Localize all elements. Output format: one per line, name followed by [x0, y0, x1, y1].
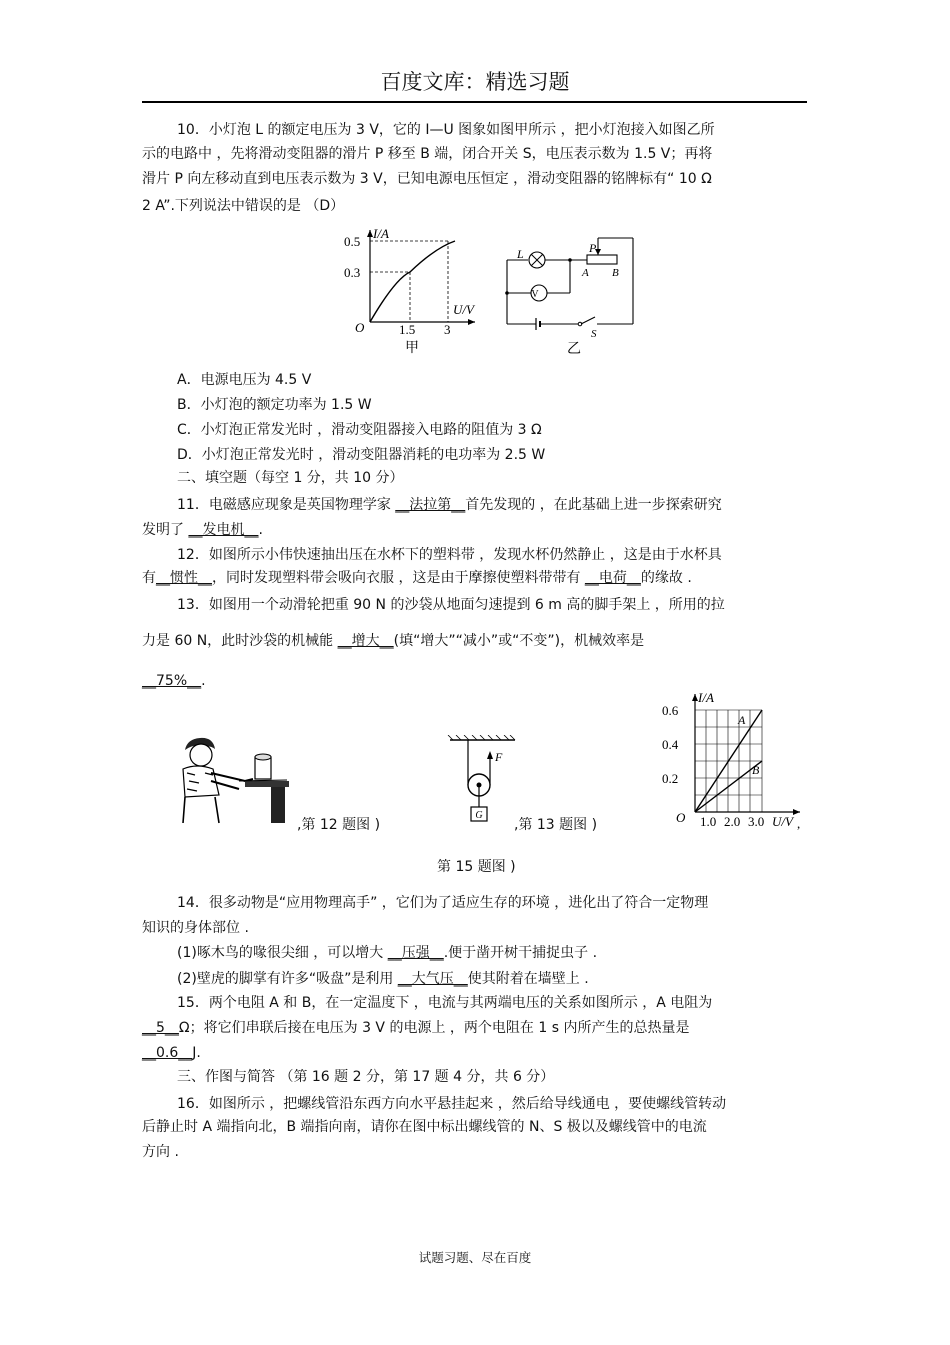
q11-text-b: 首先发现的 ，在此基础上进一步探索研究: [465, 497, 722, 513]
pulley-load-label: G: [475, 810, 483, 821]
q13-answer-1: __增大__: [337, 633, 394, 649]
figure-12-caption: ,第 12 题图 ): [297, 817, 381, 833]
rheostat-end-b: B: [612, 267, 619, 279]
voltmeter-label: V: [531, 289, 539, 300]
q11-answer-2: __发电机__: [188, 522, 259, 538]
q12-answer-1: __惯性__: [156, 570, 212, 586]
page-title: 百度文库：精选习题: [380, 70, 570, 94]
rheostat-symbol: [587, 255, 617, 264]
pulley-force-label: F: [495, 750, 503, 764]
q12-text-d: 的缘故 .: [640, 570, 692, 586]
q15-answer-1: __5__: [142, 1020, 179, 1036]
q10-line-4: 2 A”.下列说法中错误的是 （D）: [142, 198, 345, 214]
lamp-label: L: [517, 247, 524, 261]
q11-line-1: [177, 496, 722, 514]
fig15-xlabel: U/V: [772, 814, 793, 829]
fig15-xtick-1: 1.0: [700, 814, 717, 829]
figure-12-boy-drawing: [175, 735, 295, 830]
jia-ytick-0-5: 0.5: [344, 234, 361, 249]
q15-answer-2: __0.6__: [142, 1045, 193, 1061]
fig15-label-a: A: [738, 713, 746, 727]
fig15-origin: O: [676, 810, 686, 825]
fig15-xtick-2: 2.0: [724, 814, 741, 829]
q12-text-b: 有: [142, 570, 156, 586]
fig15-ylabel: I/A: [698, 690, 714, 705]
jia-xlabel: U/V: [453, 302, 474, 317]
header-rule: [142, 101, 807, 103]
jia-xtick-3: 3: [444, 322, 451, 337]
q15-line-1: 15．两个电阻 A 和 B，在一定温度下 ，电流与其两端电压的关系如图所示 ，A 电阻为: [177, 995, 713, 1011]
q14-line-4: [177, 970, 589, 988]
table-top: [245, 781, 289, 787]
q12-answer-2: __电荷__: [584, 570, 641, 586]
jia-caption: 甲: [405, 341, 419, 356]
q10-line-3: 滑片 P 向左移动直到电压表示数为 3 V，已知电源电压恒定 ，滑动变阻器的铭牌标有“ 10 Ω: [142, 171, 712, 187]
q14-line-2: 知识的身体部位 .: [142, 920, 249, 936]
figure-13-caption: ,第 13 题图 ): [514, 817, 598, 833]
q15-text-c: J.: [192, 1045, 201, 1061]
q14-text-d2: 使其附着在墙壁上 .: [467, 971, 589, 987]
q14-text-d1: (2)壁虎的脚掌有许多“吸盘”是利用: [177, 971, 398, 987]
yi-caption: 乙: [567, 342, 581, 357]
fig15-ytick-0-6: 0.6: [662, 703, 679, 718]
page-footer: 试题习题、尽在百度: [418, 1250, 532, 1265]
q10-option-a: A．电源电压为 4.5 V: [177, 372, 312, 388]
fig15-ytick-0-2: 0.2: [662, 771, 679, 786]
section-3-title: 三、作图与简答 （第 16 题 2 分，第 17 题 4 分，共 6 分）: [177, 1069, 555, 1085]
q10-line-1: 10．小灯泡 L 的额定电压为 3 V，它的 I—U 图象如图甲所示 ，把小灯泡接入如图乙所: [177, 122, 715, 138]
q16-line-3: 方向 .: [142, 1144, 179, 1160]
q13-line-2: [142, 632, 644, 650]
fig15-trailing-comma: ,: [797, 816, 801, 831]
q12-text-c: ，同时发现塑料带会吸向衣服 ，这是由于摩擦使塑料带带有: [212, 570, 585, 586]
q14-text-c1: (1)啄木鸟的喙很尖细 ，可以增大: [177, 945, 388, 961]
q10-line-2: 示的电路中 ，先将滑动变阻器的滑片 P 移至 B 端，闭合开关 S，电压表示数为 1.5 V；再将: [142, 146, 713, 162]
figure-15-caption: 第 15 题图 ): [437, 859, 516, 875]
q14-answer-1: __压强__: [387, 945, 444, 961]
q15-line-3: [142, 1044, 201, 1062]
jia-ytick-0-3: 0.3: [344, 265, 361, 280]
fig15-xtick-3: 3.0: [748, 814, 765, 829]
jia-xtick-1-5: 1.5: [399, 322, 416, 337]
fig15-ytick-0-4: 0.4: [662, 737, 679, 752]
q10-option-c: C．小灯泡正常发光时 ，滑动变阻器接入电路的阻值为 3 Ω: [177, 422, 542, 438]
q13-line-3: [142, 672, 206, 690]
q13-answer-2: __75%__: [142, 673, 202, 689]
figure-jia-iu-graph: [335, 224, 485, 356]
fig15-label-b: B: [752, 763, 760, 777]
q15-text-b: Ω；将它们串联后接在电压为 3 V 的电源上 ，两个电阻在 1 s 内所产生的总热量是: [178, 1020, 690, 1036]
q13-line-1: 13．如图用一个动滑轮把重 90 N 的沙袋从地面匀速提到 6 m 高的脚手架上 ，所用的拉: [177, 597, 725, 613]
q11-text-c: 发明了: [142, 522, 189, 538]
iu-curve: [370, 241, 455, 322]
q14-answer-2: __大气压__: [397, 971, 468, 987]
q14-text-c2: .便于凿开树干捕捉虫子 .: [443, 945, 598, 961]
figure-15-iu-graph: [660, 688, 810, 833]
jia-origin: O: [355, 320, 365, 335]
q16-line-2: 后静止时 A 端指向北，B 端指向南，请你在图中标出螺线管的 N、S 极以及螺线管中的电流: [142, 1119, 707, 1135]
q11-answer-1: __法拉第__: [395, 497, 466, 513]
figure-yi-circuit: [495, 230, 645, 358]
q16-line-1: 16．如图所示 ，把螺线管沿东西方向水平悬挂起来 ，然后给导线通电 ，要使螺线管转动: [177, 1096, 727, 1112]
q11-text-a: 11．电磁感应现象是英国物理学家: [177, 497, 396, 513]
head: [190, 744, 212, 766]
q12-line-1: 12．如图所示小伟快速抽出压在水杯下的塑料带 ，发现水杯仍然静止 ，这是由于水杯具: [177, 547, 722, 563]
jia-ylabel: I/A: [373, 226, 389, 241]
table-leg: [271, 787, 285, 823]
section-2-title: 二、填空题（每空 1 分，共 10 分）: [177, 470, 404, 486]
switch-symbol: [581, 317, 595, 324]
q11-line-2: [142, 521, 263, 539]
q13-text-d: .: [201, 673, 206, 689]
q15-line-2: [142, 1019, 689, 1037]
q14-line-1: 14．很多动物是“应用物理高手” ，它们为了适应生存的环境 ，进化出了符合一定物理: [177, 895, 709, 911]
q13-text-b: 力是 60 N，此时沙袋的机械能: [142, 633, 338, 649]
rheostat-end-a: A: [582, 267, 589, 279]
q10-option-d: D．小灯泡正常发光时 ，滑动变阻器消耗的电功率为 2.5 W: [177, 447, 546, 463]
switch-label: S: [591, 328, 597, 340]
q12-line-2: [142, 569, 692, 587]
arm: [211, 773, 253, 781]
slider-label: P: [589, 241, 597, 255]
figure-13-pulley: [445, 735, 520, 830]
q13-text-c: (填“增大”“减小”或“不变”)，机械效率是: [393, 633, 645, 649]
q11-text-d: .: [258, 522, 263, 538]
q14-line-3: [177, 944, 597, 962]
q10-option-b: B．小灯泡的额定功率为 1.5 W: [177, 397, 372, 413]
